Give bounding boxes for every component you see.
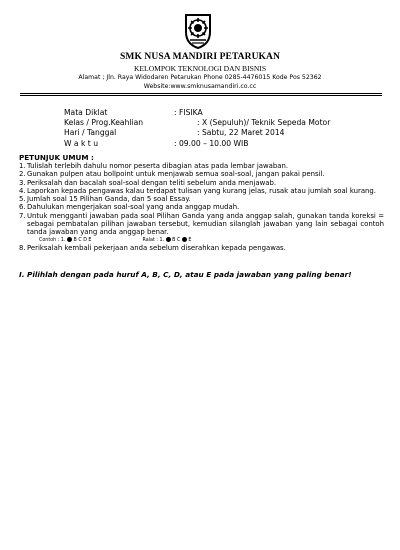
item-text: Tulislah terlebih dahulu nomor peserta dibagian atas pada lembar jawaban. (27, 162, 289, 170)
instructions-heading: PETUNJUK UMUM : (19, 153, 94, 162)
item-number: 4. (19, 186, 26, 195)
contoh-label: Contoh : 1. (39, 237, 66, 243)
school-website: Website:www.smknusamandiri.co.cc (143, 83, 257, 90)
list-item (19, 187, 384, 195)
contoh-letters: B C D E (73, 237, 92, 243)
item-text: Dahulukan mengerjakan soal-soal yang anda anggap mudah. (27, 203, 240, 212)
info-value: : FISIKA (174, 108, 203, 117)
instructions-list (19, 162, 384, 252)
header-divider (20, 93, 382, 94)
list-item (19, 170, 384, 178)
school-address: Alamat ; Jln. Raya Widodaren Petarukan Phone 0285-4476015 Kode Pos 52362 (78, 74, 322, 81)
list-item (19, 179, 384, 187)
header-divider-second (20, 95, 382, 96)
info-value: : Sabtu, 22 Maret 2014 (197, 128, 285, 138)
list-item (19, 162, 384, 170)
ralat-end: E (188, 237, 192, 243)
section-title: I. Pilihlah dengan pada huruf A, B, C, D, atau E pada jawaban yang paling benar! (19, 270, 352, 279)
item-text: Periksalah dan bacalah soal-soal dengan teliti sebelum anda menjawab. (27, 178, 277, 187)
info-label: Hari / Tanggal (64, 128, 117, 138)
info-label: Mata Diklat (64, 108, 108, 117)
ralat-letters: B C (172, 237, 181, 243)
item-number: 8. (19, 243, 26, 252)
list-item (19, 195, 384, 203)
item-number: 3. (19, 178, 26, 187)
answer-example (27, 237, 384, 244)
list-item (19, 203, 384, 211)
item-text: Periksalah kembali pekerjaan anda sebelum diserahkan kepada pengawas. (27, 243, 286, 252)
item-text: Untuk mengganti jawaban pada soal Pilihan Ganda yang anda anggap salah, gunakan tanda koreksi = sebagai pembatalan pilihan jawaban tersebut, kemudian silanglah jawaban yang lain sebagai contoh tanda jawaban yang anda anggap benar. (27, 211, 384, 237)
list-item (19, 212, 384, 237)
info-value: : 09.00 – 10.00 WIB (174, 138, 249, 148)
school-name: SMK NUSA MANDIRI PETARUKAN (120, 52, 280, 62)
new-answer-mark (182, 237, 187, 242)
ralat-label: Ralat : 1. (142, 237, 165, 243)
item-text: Jumlah soal 15 Pilihan Ganda, dan 5 soal Essay. (27, 195, 191, 204)
item-text: Laporkan kepada pengawas kalau terdapat tulisan yang kurang jelas, rusak atau jumlah soal kurang. (27, 186, 376, 195)
item-text: Gunakan pulpen atau bollpoint untuk menjawab semua soal-soal, jangan pakai pensil. (27, 170, 325, 179)
school-group: KELOMPOK TEKNOLOGI DAN BISNIS (133, 64, 267, 73)
filled-answer-mark (67, 237, 72, 242)
info-label: W a k t u (64, 138, 99, 148)
item-number: 6. (19, 203, 26, 212)
item-number: 7. (19, 211, 26, 220)
school-logo (183, 12, 213, 50)
info-label: Kelas / Prog.Keahlian (64, 118, 144, 128)
info-value: : X (Sepuluh)/ Teknik Sepeda Motor (197, 118, 331, 128)
item-number: 5. (19, 195, 26, 204)
crossed-answer-mark (166, 237, 171, 242)
item-number: 2. (19, 170, 26, 179)
contoh-row (19, 237, 384, 244)
list-item (19, 244, 384, 252)
item-number: 1. (19, 162, 26, 170)
